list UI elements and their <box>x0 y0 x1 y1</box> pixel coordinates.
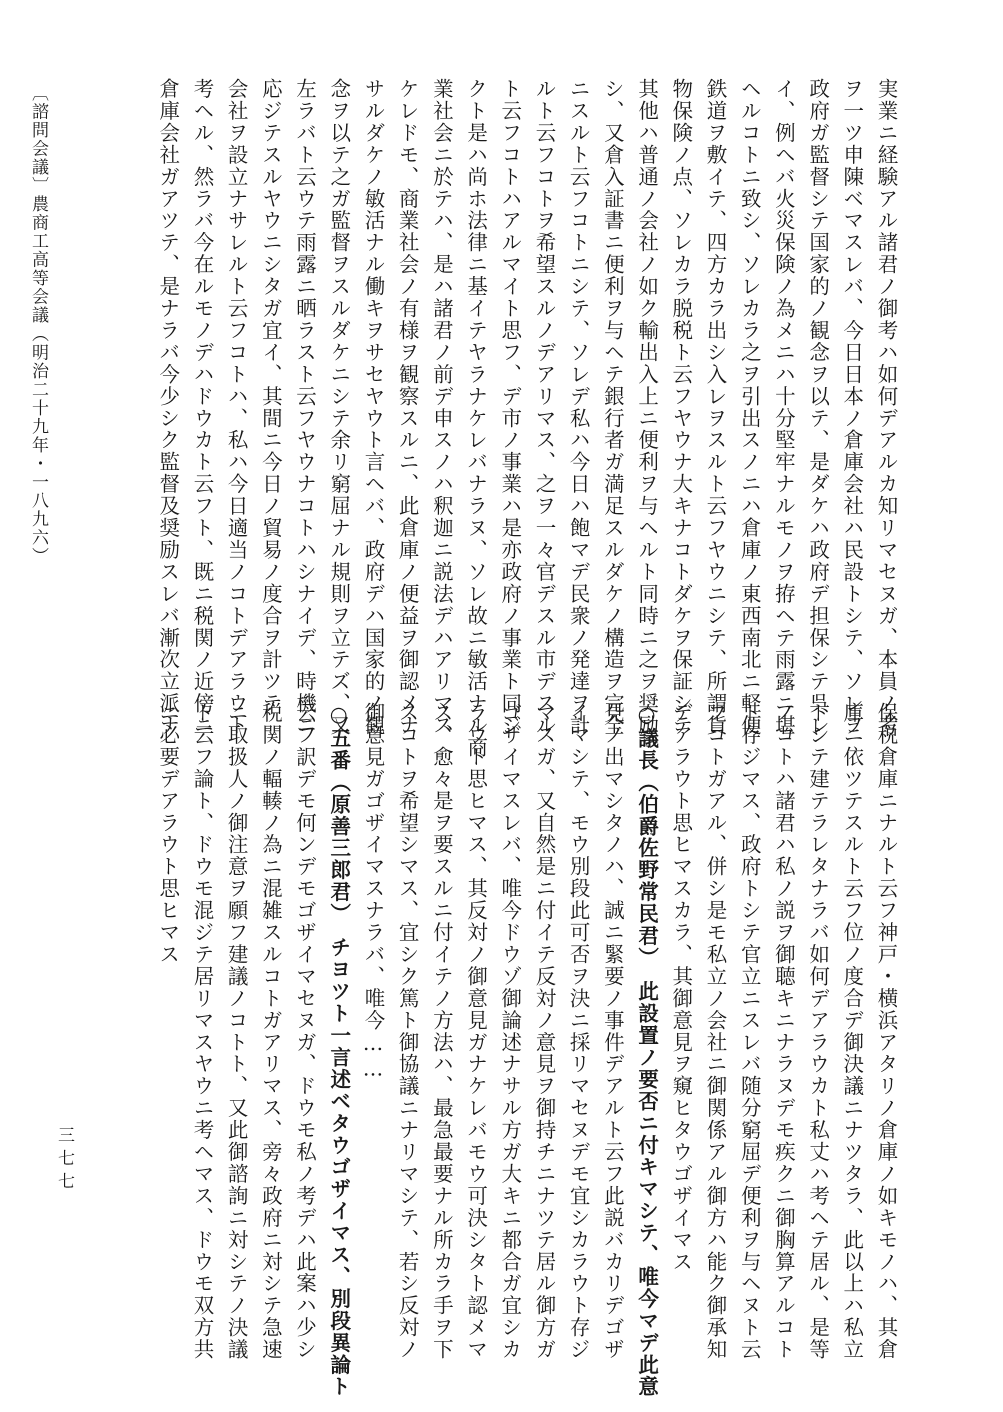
text-line: 御意見ガゴザイマスナラバ、唯今…… <box>360 702 385 1083</box>
text-line: 念ヲ以テ之ガ監督ヲスルダケニシテ余リ窮屈ナル規則ヲ立テズ、又 <box>326 78 351 737</box>
text-line: 倉庫会社ガアツテ、是ナラバ今少シク監督及奨励スレバ漸次立派ナ <box>155 78 180 737</box>
text-line: ヲ一ツ申陳ベマスレバ、今日日本ノ倉庫会社ハ民設トシテ、ソレヲ <box>839 78 864 737</box>
text-line: クト是ハ尚ホ法律ニ基イテヤラナケレバナラヌ、ソレ故ニ敏活ナル商 <box>463 78 488 759</box>
text-line: 物保険ノ点、ソレカラ脱税ト云フヤウナ大キナコトダケヲ保証シテ <box>668 78 693 737</box>
text-line: 保税倉庫ニナルト云フ神戸・横浜アタリノ倉庫ノ如キモノハ、其倉 <box>874 702 898 1361</box>
text-line: 其他ハ普通ノ会社ノ如ク輸出入上ニ便利ヲ与ヘルト同時ニ之ヲ奨励 <box>634 78 659 737</box>
text-line: イ、例ヘバ火災保険ノ為メニハ十分堅牢ナルモノヲ拵ヘテ雨露ニ堪 <box>771 78 796 737</box>
header-section: 〔諮問会議〕 <box>28 84 48 195</box>
text-line: ス、愈々是ヲ要スルニ付イテノ方法ハ、最急最要ナル所カラ手ヲ下 <box>429 702 454 1361</box>
upper-text-block <box>93 78 903 759</box>
text-line: 業社会ニ於テハ、是ハ諸君ノ前デ申スノハ釈迦ニ説法デハアリマス <box>429 78 454 737</box>
text-line: サルダケノ敏活ナル働キヲサセヤウト言ヘバ、政府デハ国家的ノ観 <box>360 78 385 737</box>
text-line: 見ノ出マシタノハ、誠ニ緊要ノ事件デアルト云フ此説バカリデゴザ <box>600 702 625 1361</box>
text-line: ニ必要デアラウト思ヒマス <box>155 702 180 966</box>
text-line: デアラウト思ヒマスカラ、其御意見ヲ窺ヒタウゴザイマス <box>668 702 693 1273</box>
text-line: フコトガアル、併シ是モ私立ノ会社ニ御関係アル御方ハ能ク御承知 <box>702 702 727 1361</box>
text-line: 会社ヲ設立ナサレルト云フコトハ、私ハ今日適当ノコトデアラウト <box>224 78 249 737</box>
text-line: ラウト思ヒマス、其反対ノ御意見ガナケレバモウ可決シタト認メマ <box>463 702 488 1361</box>
text-line: 応ジテスルヤウニシタガ宜イ、其間ニ今日ノ貿易ノ度合ヲ計ツテ <box>258 78 283 715</box>
text-line: スコトヲ希望シマス、宜シク篤ト御協議ニナリマシテ、若シ反対ノ <box>395 702 420 1361</box>
text-line: 鉄道ヲ敷イテ、四方カラ出シ入レヲスルト云フヤウニシテ、所謂貨 <box>702 78 727 737</box>
text-line: ノコトハ諸君ハ私ノ説ヲ御聴キニナラヌデモ疾クニ御胸算アルコト <box>771 702 796 1361</box>
running-header <box>28 84 76 684</box>
text-line: ト存ジマス、政府トシテ官立ニスレバ随分窮屈デ便利ヲ与ヘヌト云 <box>737 702 762 1361</box>
speaker-line-member-five: ○五番（原善三郎君） チヨツト一言述ベタウゴザイマス、別段異論ト <box>326 702 351 1398</box>
text-line: 左ラバト云ウテ雨露ニ晒ラスト云フヤウナコトハシナイデ、時機ニ <box>292 78 317 737</box>
header-journal: 農商工高等会議 <box>28 195 48 325</box>
text-line: 政府ガ監督シテ国家的ノ観念ヲ以テ、是ダケハ政府デ担保シテ呉レ <box>805 78 830 737</box>
text-line: ヘルコトニ致シ、ソレカラ之ヲ引出スノニハ倉庫ノ東西南北ニ軽便 <box>737 78 762 737</box>
text-line: マスガ、又自然是ニ付イテ反対ノ意見ヲ御持チニナツテ居ル御方ガ <box>531 702 556 1361</box>
text-line: ゴザイマスレバ、唯今ドウゾ御論述ナサル方ガ大キニ都合ガ宜シカ <box>497 702 522 1361</box>
text-line: 税関ノ輻輳ノ為ニ混雑スルコトガアリマス、旁々政府ニ対シテ急速 <box>258 702 283 1361</box>
page-number: 三七七 <box>54 1126 74 1195</box>
text-line: 考ヘル、然ラバ今在ルモノデハドウカト云フト、既ニ税関ノ近傍ニ <box>189 78 214 737</box>
header-date: （明治二十九年・一八九六） <box>28 324 48 565</box>
text-line: ケレドモ、商業社会ノ有様ヲ観察スルニ、此倉庫ノ便益ヲ御認メナ <box>395 78 420 737</box>
text-line: ト云フコトハアルマイト思フ、デ市ノ事業ハ是亦政府ノ事業ト同ジ <box>497 78 522 737</box>
lower-text-block <box>93 702 903 1398</box>
text-line: 庫ニ依ツテスルト云フ位ノ度合デ御決議ニナツタラ、此以上ハ私立 <box>839 702 864 1361</box>
text-line: ルト云フコトヲ希望スルノデアリマス、之ヲ一々官デスル市デスル <box>531 78 556 737</box>
text-line: トシテ建テラレタナラバ如何デアラウカト私丈ハ考ヘテ居ル、是等 <box>805 702 830 1361</box>
text-line: 云フ訳デモ何ンデモゴザイマセヌガ、ドウモ私ノ考デハ此案ハ少シ <box>292 702 317 1361</box>
speaker-line-chairman: ○議長（伯爵佐野常民君） 此設置ノ要否ニ付キマシテ、唯今マデ此意 <box>634 702 659 1398</box>
text-line: ニスルト云フコトニシテ、ソレデ私ハ今日ハ飽マデ民衆ノ発達ヲ計 <box>566 78 591 737</box>
text-line: イマシテ、モウ別段此可否ヲ決ニ採リマセヌデモ宜シカラウト存ジ <box>566 702 591 1361</box>
text-line: ト云フ論ト、ドウモ混ジテ居リマスヤウニ考ヘマス、ドウモ双方共 <box>189 702 214 1361</box>
text-line: シ、又倉入証書ニ便利ヲ与ヘテ銀行者ガ満足スルダケノ構造ヲ完全 <box>600 78 625 737</box>
text-line: 実業ニ経験アル諸君ノ御考ハ如何デアルカ知リマセヌガ、本員ノ考 <box>874 78 898 737</box>
text-line: ニ取扱人ノ御注意ヲ願フ建議ノコトト、又此御諮詢ニ対シテノ決議 <box>224 702 249 1361</box>
